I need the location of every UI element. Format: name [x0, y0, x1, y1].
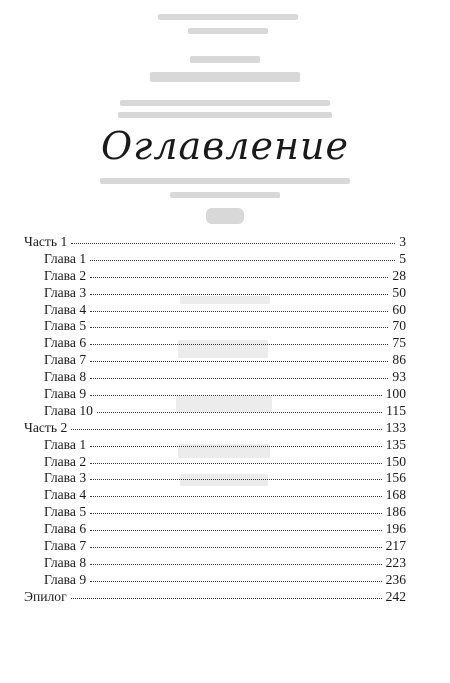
- dot-leader: [90, 326, 388, 328]
- dot-leader: [90, 512, 381, 514]
- dot-leader: [90, 394, 381, 396]
- toc-entry-label: Глава 5: [44, 504, 87, 520]
- toc-chapter-row: [24, 268, 406, 285]
- toc-page-number: 3: [399, 234, 406, 249]
- toc-entry-label: Глава 9: [44, 386, 87, 402]
- toc-entry-label: Глава 4: [44, 301, 87, 317]
- toc-chapter-row: [24, 386, 406, 403]
- dot-leader: [90, 478, 381, 480]
- toc-page-number: 28: [392, 267, 406, 283]
- table-of-contents: [24, 234, 406, 606]
- toc-entry-label: Глава 10: [44, 402, 93, 418]
- toc-page-number: 93: [392, 369, 406, 385]
- toc-entry-label: Глава 2: [44, 453, 87, 469]
- toc-entry-label: Глава 6: [44, 335, 87, 351]
- toc-page-number: 135: [385, 436, 406, 452]
- toc-entry-label: Часть 2: [24, 419, 68, 435]
- dot-leader: [71, 428, 381, 430]
- toc-entry-label: Глава 3: [44, 284, 87, 300]
- toc-page-number: 115: [386, 402, 406, 418]
- toc-chapter-row: [24, 352, 406, 369]
- toc-page-number: 196: [385, 521, 406, 537]
- toc-page-number: 242: [385, 588, 406, 604]
- toc-page-number: 133: [385, 419, 406, 435]
- toc-chapter-row: [24, 454, 406, 471]
- toc-chapter-row: [24, 487, 406, 504]
- toc-page-number: 86: [392, 352, 406, 368]
- dot-leader: [90, 259, 395, 261]
- dot-leader: [90, 563, 381, 565]
- dot-leader: [71, 597, 382, 599]
- toc-entry-label: Глава 9: [44, 571, 87, 587]
- toc-entry-label: Глава 2: [44, 267, 87, 283]
- toc-chapter-row: [24, 335, 406, 352]
- dot-leader: [90, 310, 388, 312]
- toc-entry-label: Глава 1: [44, 250, 87, 266]
- dot-leader: [90, 445, 381, 447]
- toc-page-number: 186: [385, 504, 406, 520]
- toc-entry-label: Глава 5: [44, 318, 87, 334]
- toc-page-number: 5: [399, 250, 406, 266]
- toc-chapter-row: [24, 403, 406, 420]
- toc-chapter-row: [24, 251, 406, 268]
- dot-leader: [90, 293, 388, 295]
- toc-part-row: [24, 589, 406, 606]
- toc-chapter-row: [24, 285, 406, 302]
- dot-leader: [97, 411, 382, 413]
- toc-part-row: [24, 420, 406, 437]
- toc-entry-label: Часть 1: [24, 234, 68, 249]
- toc-chapter-row: [24, 369, 406, 386]
- toc-chapter-row: [24, 572, 406, 589]
- toc-entry-label: Глава 8: [44, 554, 87, 570]
- dot-leader: [90, 546, 381, 548]
- toc-entry-label: Глава 6: [44, 521, 87, 537]
- toc-chapter-row: [24, 302, 406, 319]
- toc-page-number: 50: [392, 284, 406, 300]
- dot-leader: [90, 343, 388, 345]
- toc-chapter-row: [24, 470, 406, 487]
- toc-chapter-row: [24, 521, 406, 538]
- dot-leader: [90, 377, 388, 379]
- toc-chapter-row: [24, 437, 406, 454]
- toc-entry-label: Эпилог: [24, 588, 67, 604]
- toc-chapter-row: [24, 555, 406, 572]
- dot-leader: [90, 276, 388, 278]
- dot-leader: [90, 580, 381, 582]
- toc-chapter-row: [24, 318, 406, 335]
- toc-chapter-row: [24, 504, 406, 521]
- toc-page-number: 75: [392, 335, 406, 351]
- dot-leader: [90, 360, 388, 362]
- toc-chapter-row: [24, 538, 406, 555]
- toc-entry-label: Глава 8: [44, 369, 87, 385]
- toc-entry-label: Глава 4: [44, 487, 87, 503]
- toc-page-number: 168: [385, 487, 406, 503]
- dot-leader: [90, 462, 381, 464]
- toc-page-number: 236: [385, 571, 406, 587]
- toc-entry-label: Глава 3: [44, 470, 87, 486]
- toc-page-number: 156: [385, 470, 406, 486]
- toc-entry-label: Глава 7: [44, 538, 87, 554]
- toc-page-number: 60: [392, 301, 406, 317]
- toc-entry-label: Глава 7: [44, 352, 87, 368]
- dot-leader: [71, 242, 395, 244]
- dot-leader: [90, 529, 381, 531]
- dot-leader: [90, 495, 381, 497]
- toc-part-row: [24, 234, 406, 251]
- toc-page-number: 217: [385, 538, 406, 554]
- page-title: Оглавление: [100, 124, 349, 168]
- toc-page-number: 70: [392, 318, 406, 334]
- toc-page-number: 223: [385, 554, 406, 570]
- toc-entry-label: Глава 1: [44, 436, 87, 452]
- toc-page-number: 100: [385, 386, 406, 402]
- toc-page-number: 150: [385, 453, 406, 469]
